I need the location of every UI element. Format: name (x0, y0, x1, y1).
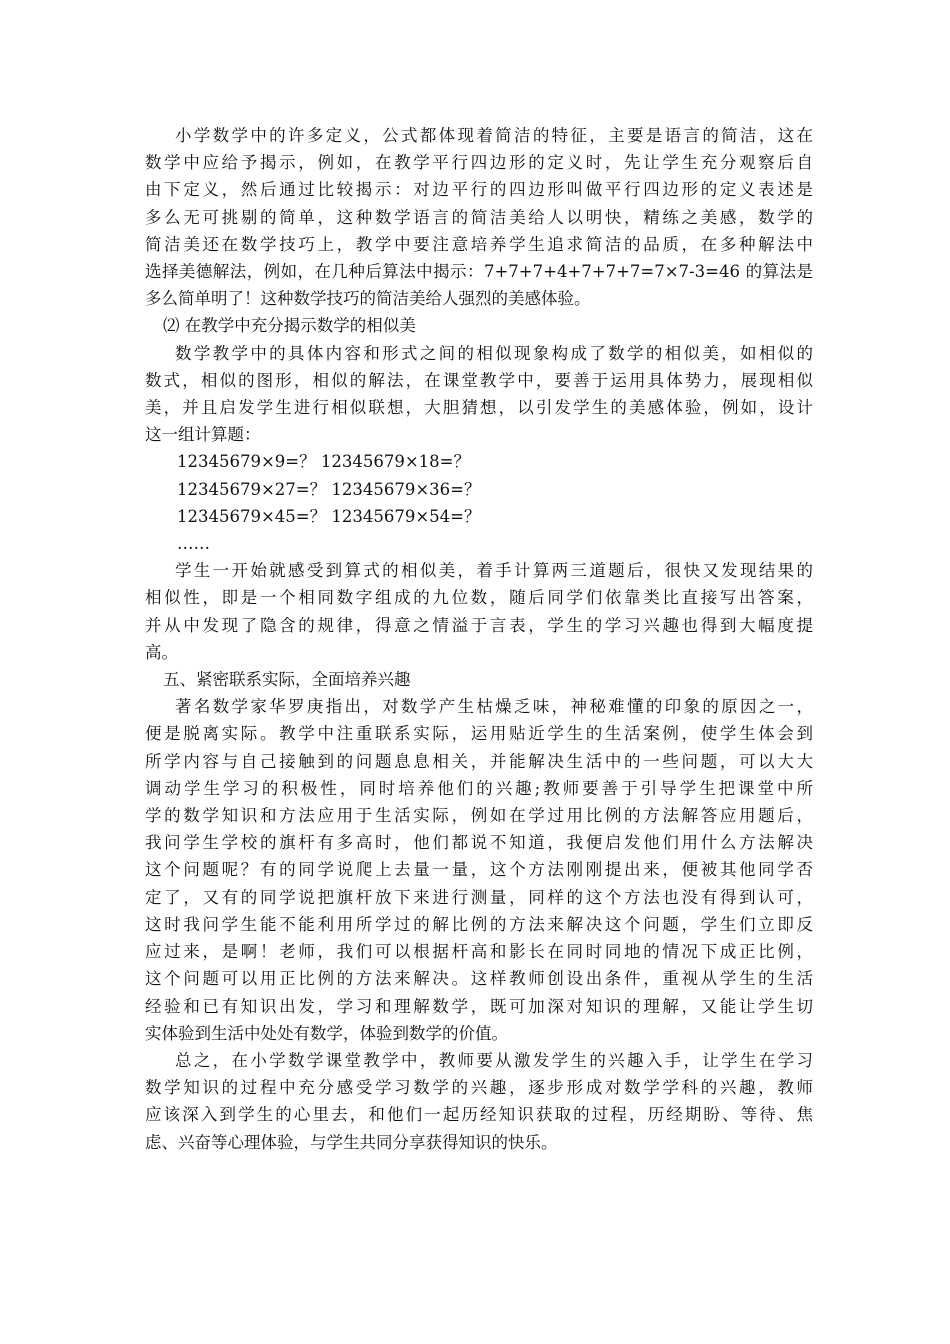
formula-list (145, 448, 813, 557)
section-heading-similarity: ⑵ 在教学中充分揭示数学的相似美 (163, 316, 416, 336)
formula-line: 12345679×27=？ 12345679×36=？ (177, 479, 481, 499)
text-line: 高。 (145, 642, 178, 662)
text-line: 这个问题可以用正比例的方法来解决。这样教师创设出条件，重视从学生的生活 (145, 969, 813, 989)
paragraph-simplicity (145, 122, 813, 312)
text-line: 便是脱离实际。教学中注重联系实际，运用贴近学生的生活案例，使学生体会到 (145, 724, 813, 744)
text-line: 并从中发现了隐含的规律，得意之情溢于言表，学生的学习兴趣也得到大幅度提 (145, 615, 813, 635)
text-line: 定了，又有的同学说把旗杆放下来进行测量，同样的这个方法也没有得到认可， (145, 887, 813, 907)
text-line: 这个问题呢？有的同学说爬上去量一量，这个方法刚刚提出来，便被其他同学否 (145, 860, 813, 880)
text-line: 经验和已有知识出发，学习和理解数学，既可加深对知识的理解，又能让学生切 (145, 996, 813, 1016)
text-line: 调动学生学习的积极性，同时培养他们的兴趣;教师要善于引导学生把课堂中所 (145, 778, 813, 798)
text-line: 著名数学家华罗庚指出，对数学产生枯燥乏味，神秘难懂的印象的原因之一， (175, 697, 813, 717)
text-line: 这一组计算题： (145, 425, 261, 445)
paragraph-practice (145, 693, 813, 1047)
text-line: 我问学生学校的旗杆有多高时，他们都说不知道，我便启发他们用什么方法解决 (145, 833, 813, 853)
formula-line: 12345679×45=？ 12345679×54=？ (177, 506, 481, 526)
ellipsis: …… (177, 534, 210, 554)
text-line: 学生一开始就感受到算式的相似美，着手计算两三道题后，很快又发现结果的 (175, 561, 813, 581)
text-line: 选择美德解法，例如，在几种后算法中揭示：7+7+7+4+7+7+7=7×7-3=46 的算法是 (145, 262, 813, 282)
text-line: 数式，相似的图形，相似的解法，在课堂教学中，要善于运用具体势力，展现相似 (145, 370, 813, 390)
text-line: 数学教学中的具体内容和形式之间的相似现象构成了数学的相似美，如相似的 (175, 343, 813, 363)
text-line: 所学内容与自己接触到的问题息息相关，并能解决生活中的一些问题，可以大大 (145, 751, 813, 771)
text-line: 数学知识的过程中充分感受学习数学的兴趣，逐步形成对数学学科的兴趣，教师 (145, 1078, 813, 1098)
formula-line: 12345679×9=？ 12345679×18=？ (177, 452, 471, 472)
text-line: 数学中应给予揭示，例如，在教学平行四边形的定义时，先让学生充分观察后自 (145, 153, 813, 173)
text-line: 实体验到生活中处处有数学，体验到数学的价值。 (145, 1023, 508, 1043)
text-line: 总之，在小学数学课堂教学中，教师要从激发学生的兴趣入手，让学生在学习 (175, 1050, 813, 1070)
text-line: 由下定义，然后通过比较揭示：对边平行的四边形叫做平行四边形的定义表述是 (145, 180, 813, 200)
paragraph-conclusion (145, 1047, 813, 1156)
text-line: 相似性，即是一个相同数字组成的九位数，随后同学们依靠类比直接写出答案， (145, 588, 813, 608)
text-line: 多么无可挑剔的简单，这种数学语言的简洁美给人以明快，精练之美感，数学的 (145, 207, 813, 227)
paragraph-student-reaction (145, 557, 813, 666)
text-line: 虑、兴奋等心理体验，与学生共同分享获得知识的快乐。 (145, 1132, 558, 1152)
text-line: 这时我问学生能不能利用所学过的解比例的方法来解决这个问题，学生们立即反 (145, 914, 813, 934)
text-line: 多么简单明了！这种数学技巧的简洁美给人强烈的美感体验。 (145, 289, 591, 309)
paragraph-similarity (145, 340, 813, 449)
document-page (145, 122, 813, 1156)
text-line: 学的数学知识和方法应用于生活实际，例如在学过用比例的方法解答应用题后， (145, 806, 813, 826)
text-line: 小学数学中的许多定义，公式都体现着简洁的特征，主要是语言的简洁，这在 (175, 126, 813, 145)
text-line: 简洁美还在数学技巧上，教学中要注意培养学生追求简洁的品质，在多种解法中 (145, 234, 813, 254)
text-line: 美，并且启发学生进行相似联想，大胆猜想，以引发学生的美感体验，例如，设计 (145, 398, 813, 418)
text-line: 应该深入到学生的心里去，和他们一起历经知识获取的过程，历经期盼、等待、焦 (145, 1105, 813, 1125)
text-line: 应过来，是啊！老师，我们可以根据杆高和影长在同时同地的情况下成正比例， (145, 942, 813, 962)
section-heading-practice: 五、紧密联系实际，全面培养兴趣 (163, 670, 411, 690)
